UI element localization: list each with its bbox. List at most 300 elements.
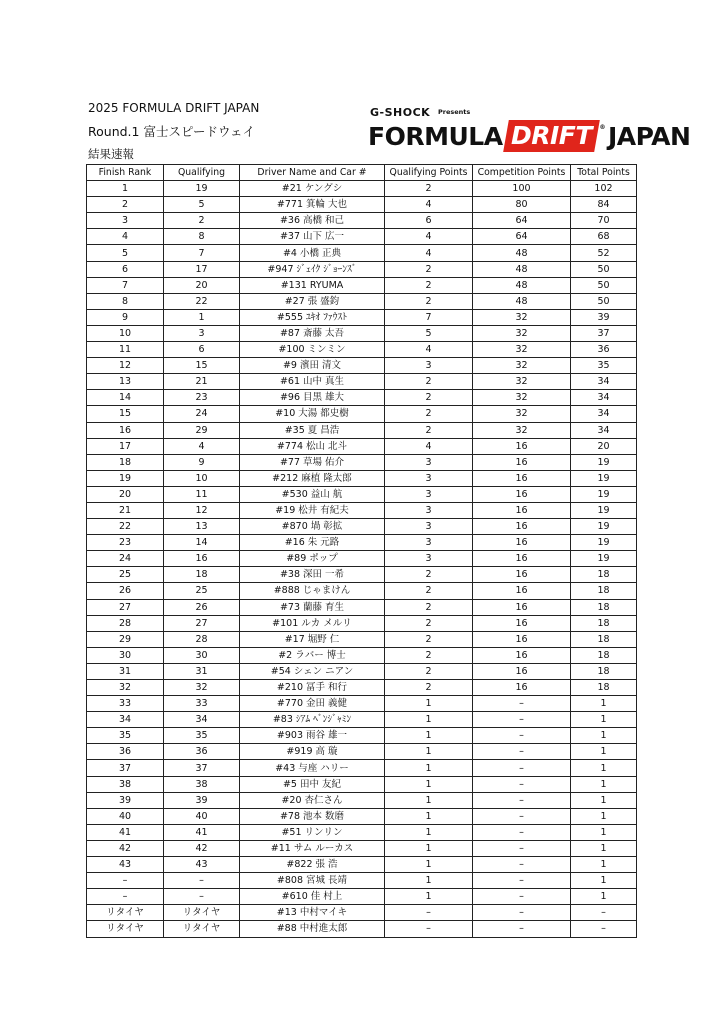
cell-total-points: 70	[571, 213, 637, 229]
cell-qualifying-points: 1	[385, 857, 473, 873]
cell-finish-rank: 6	[87, 261, 164, 277]
cell-driver: #808 宮城 長靖	[240, 873, 385, 889]
cell-total-points: 18	[571, 615, 637, 631]
event-title: 2025 FORMULA DRIFT JAPAN	[88, 101, 260, 115]
cell-finish-rank: 32	[87, 680, 164, 696]
cell-driver: #610 佳 村上	[240, 889, 385, 905]
cell-competition-points: 32	[473, 374, 571, 390]
cell-competition-points: –	[473, 744, 571, 760]
cell-finish-rank: 19	[87, 470, 164, 486]
cell-competition-points: –	[473, 808, 571, 824]
cell-qualifying: –	[164, 873, 240, 889]
cell-total-points: 18	[571, 631, 637, 647]
cell-finish-rank: リタイヤ	[87, 921, 164, 937]
table-row	[87, 551, 637, 567]
table-row	[87, 696, 637, 712]
table-row	[87, 454, 637, 470]
cell-driver: #51 リンリン	[240, 824, 385, 840]
round-title: Round.1 富士スピードウェイ	[88, 124, 255, 139]
table-header-row	[87, 165, 637, 181]
cell-qualifying: 2	[164, 213, 240, 229]
cell-qualifying: 43	[164, 857, 240, 873]
cell-driver: #919 高 璇	[240, 744, 385, 760]
table-row	[87, 181, 637, 197]
table-row	[87, 325, 637, 341]
table-row	[87, 470, 637, 486]
cell-finish-rank: 37	[87, 760, 164, 776]
results-subtitle: 結果速報	[88, 147, 134, 161]
cell-competition-points: 32	[473, 325, 571, 341]
cell-finish-rank: –	[87, 873, 164, 889]
cell-qualifying: リタイヤ	[164, 905, 240, 921]
table-row	[87, 776, 637, 792]
cell-qualifying: 7	[164, 245, 240, 261]
cell-qualifying: 11	[164, 486, 240, 502]
cell-total-points: 1	[571, 696, 637, 712]
cell-competition-points: –	[473, 760, 571, 776]
cell-driver: #21 ケングシ	[240, 181, 385, 197]
cell-qualifying: 37	[164, 760, 240, 776]
cell-total-points: 1	[571, 792, 637, 808]
cell-competition-points: 100	[473, 181, 571, 197]
cell-total-points: 34	[571, 390, 637, 406]
cell-qualifying: 17	[164, 261, 240, 277]
cell-competition-points: 16	[473, 519, 571, 535]
cell-driver: #16 朱 元路	[240, 535, 385, 551]
cell-finish-rank: 43	[87, 857, 164, 873]
cell-qualifying: 14	[164, 535, 240, 551]
cell-total-points: 36	[571, 342, 637, 358]
cell-driver: #10 大湯 都史樹	[240, 406, 385, 422]
formula-drift-japan-logo	[368, 106, 691, 154]
cell-qualifying: 41	[164, 824, 240, 840]
cell-qualifying: 23	[164, 390, 240, 406]
cell-total-points: 34	[571, 406, 637, 422]
table-row	[87, 873, 637, 889]
cell-driver: #131 RYUMA	[240, 277, 385, 293]
table-row	[87, 277, 637, 293]
cell-driver: #35 夏 昌浩	[240, 422, 385, 438]
cell-driver: #89 ポップ	[240, 551, 385, 567]
cell-driver: #11 サム ルーカス	[240, 840, 385, 856]
cell-qualifying-points: 1	[385, 808, 473, 824]
cell-total-points: 1	[571, 873, 637, 889]
cell-qualifying: 39	[164, 792, 240, 808]
cell-qualifying-points: 2	[385, 615, 473, 631]
cell-finish-rank: –	[87, 889, 164, 905]
cell-competition-points: 16	[473, 502, 571, 518]
cell-competition-points: 64	[473, 213, 571, 229]
cell-qualifying: 4	[164, 438, 240, 454]
table-row	[87, 599, 637, 615]
cell-finish-rank: 3	[87, 213, 164, 229]
cell-total-points: 19	[571, 519, 637, 535]
table-row	[87, 921, 637, 937]
cell-qualifying-points: 2	[385, 663, 473, 679]
cell-qualifying-points: 1	[385, 696, 473, 712]
cell-driver: #61 山中 真生	[240, 374, 385, 390]
cell-finish-rank: 24	[87, 551, 164, 567]
table-row	[87, 663, 637, 679]
cell-qualifying: 38	[164, 776, 240, 792]
cell-total-points: 1	[571, 760, 637, 776]
cell-competition-points: –	[473, 889, 571, 905]
cell-total-points: 102	[571, 181, 637, 197]
table-row	[87, 808, 637, 824]
cell-qualifying: 3	[164, 325, 240, 341]
cell-qualifying-points: 1	[385, 840, 473, 856]
cell-total-points: 1	[571, 840, 637, 856]
cell-competition-points: –	[473, 824, 571, 840]
cell-driver: #870 堝 彰拡	[240, 519, 385, 535]
cell-competition-points: 16	[473, 438, 571, 454]
cell-qualifying-points: 3	[385, 551, 473, 567]
cell-finish-rank: 7	[87, 277, 164, 293]
cell-total-points: 19	[571, 535, 637, 551]
cell-total-points: –	[571, 905, 637, 921]
cell-qualifying-points: 2	[385, 181, 473, 197]
cell-driver: #9 濱田 清文	[240, 358, 385, 374]
cell-qualifying-points: 4	[385, 197, 473, 213]
cell-qualifying: 22	[164, 293, 240, 309]
table-row	[87, 197, 637, 213]
header-competition-points: Competition Points	[473, 165, 571, 181]
cell-qualifying-points: 4	[385, 245, 473, 261]
cell-driver: #78 池本 数磨	[240, 808, 385, 824]
cell-driver: #87 斎藤 太吾	[240, 325, 385, 341]
table-row	[87, 728, 637, 744]
cell-finish-rank: 36	[87, 744, 164, 760]
cell-total-points: 50	[571, 293, 637, 309]
cell-driver: #4 小橋 正典	[240, 245, 385, 261]
cell-total-points: 18	[571, 663, 637, 679]
cell-total-points: 1	[571, 744, 637, 760]
table-row	[87, 213, 637, 229]
cell-qualifying-points: –	[385, 921, 473, 937]
cell-finish-rank: 23	[87, 535, 164, 551]
cell-qualifying-points: 3	[385, 358, 473, 374]
cell-qualifying-points: 2	[385, 406, 473, 422]
cell-driver: #822 張 浩	[240, 857, 385, 873]
cell-competition-points: 16	[473, 663, 571, 679]
cell-total-points: 34	[571, 422, 637, 438]
cell-qualifying: 28	[164, 631, 240, 647]
cell-qualifying-points: 2	[385, 293, 473, 309]
cell-competition-points: –	[473, 857, 571, 873]
cell-qualifying-points: 3	[385, 486, 473, 502]
cell-qualifying-points: 3	[385, 454, 473, 470]
cell-finish-rank: 34	[87, 712, 164, 728]
cell-finish-rank: 10	[87, 325, 164, 341]
logo-word-formula: FORMULA	[368, 121, 503, 151]
header-total-points: Total Points	[571, 165, 637, 181]
table-row	[87, 358, 637, 374]
logo-wordmark	[368, 118, 690, 154]
table-row	[87, 583, 637, 599]
cell-competition-points: 16	[473, 680, 571, 696]
table-row	[87, 486, 637, 502]
cell-qualifying-points: 1	[385, 712, 473, 728]
cell-driver: #2 ラバー 博士	[240, 647, 385, 663]
cell-finish-rank: 13	[87, 374, 164, 390]
cell-qualifying: 40	[164, 808, 240, 824]
cell-competition-points: 16	[473, 567, 571, 583]
cell-qualifying: 32	[164, 680, 240, 696]
cell-competition-points: 16	[473, 647, 571, 663]
cell-qualifying: 21	[164, 374, 240, 390]
cell-qualifying-points: 6	[385, 213, 473, 229]
logo-word-japan: JAPAN	[607, 121, 691, 151]
cell-qualifying: 10	[164, 470, 240, 486]
cell-driver: #19 松井 有紀夫	[240, 502, 385, 518]
cell-total-points: 50	[571, 261, 637, 277]
cell-finish-rank: 20	[87, 486, 164, 502]
table-row	[87, 342, 637, 358]
cell-qualifying-points: 1	[385, 776, 473, 792]
cell-qualifying: 42	[164, 840, 240, 856]
cell-qualifying-points: 2	[385, 567, 473, 583]
table-row	[87, 535, 637, 551]
cell-finish-rank: 29	[87, 631, 164, 647]
cell-qualifying-points: 1	[385, 744, 473, 760]
table-row	[87, 567, 637, 583]
header-qualifying: Qualifying	[164, 165, 240, 181]
cell-total-points: 19	[571, 470, 637, 486]
cell-competition-points: 32	[473, 358, 571, 374]
cell-total-points: 18	[571, 680, 637, 696]
cell-qualifying: 27	[164, 615, 240, 631]
table-row	[87, 502, 637, 518]
cell-driver: #888 じゃまけん	[240, 583, 385, 599]
cell-qualifying-points: 5	[385, 325, 473, 341]
cell-competition-points: –	[473, 921, 571, 937]
cell-finish-rank: 5	[87, 245, 164, 261]
cell-total-points: 1	[571, 889, 637, 905]
cell-qualifying: 12	[164, 502, 240, 518]
cell-qualifying-points: 4	[385, 229, 473, 245]
cell-driver: #83 ｼｱﾑ ﾍﾞﾝｼﾞｬﾐﾝ	[240, 712, 385, 728]
cell-qualifying-points: 1	[385, 824, 473, 840]
cell-qualifying: 31	[164, 663, 240, 679]
table-row	[87, 422, 637, 438]
cell-driver: #101 ルカ メルリ	[240, 615, 385, 631]
cell-qualifying: 35	[164, 728, 240, 744]
cell-qualifying: 15	[164, 358, 240, 374]
cell-competition-points: 32	[473, 342, 571, 358]
cell-competition-points: 16	[473, 583, 571, 599]
cell-competition-points: –	[473, 840, 571, 856]
cell-total-points: –	[571, 921, 637, 937]
cell-finish-rank: 9	[87, 309, 164, 325]
cell-total-points: 1	[571, 712, 637, 728]
table-row	[87, 406, 637, 422]
cell-finish-rank: 31	[87, 663, 164, 679]
registered-mark-icon: ®	[599, 123, 605, 131]
cell-qualifying-points: 2	[385, 583, 473, 599]
cell-total-points: 19	[571, 454, 637, 470]
cell-competition-points: 16	[473, 535, 571, 551]
cell-finish-rank: 8	[87, 293, 164, 309]
cell-finish-rank: 11	[87, 342, 164, 358]
cell-driver: #17 堀野 仁	[240, 631, 385, 647]
cell-driver: #210 冨手 和行	[240, 680, 385, 696]
cell-qualifying-points: 2	[385, 277, 473, 293]
cell-competition-points: 48	[473, 293, 571, 309]
cell-finish-rank: 14	[87, 390, 164, 406]
results-table	[86, 164, 637, 938]
table-row	[87, 374, 637, 390]
cell-total-points: 50	[571, 277, 637, 293]
cell-competition-points: –	[473, 873, 571, 889]
cell-qualifying: リタイヤ	[164, 921, 240, 937]
cell-driver: #73 蘭藤 育生	[240, 599, 385, 615]
cell-finish-rank: 2	[87, 197, 164, 213]
table-row	[87, 647, 637, 663]
cell-driver: #771 箕輪 大也	[240, 197, 385, 213]
cell-driver: #13 中村マイキ	[240, 905, 385, 921]
cell-competition-points: 32	[473, 309, 571, 325]
cell-qualifying-points: 3	[385, 502, 473, 518]
cell-driver: #54 シェン ニアン	[240, 663, 385, 679]
cell-finish-rank: リタイヤ	[87, 905, 164, 921]
cell-total-points: 37	[571, 325, 637, 341]
logo-presents: Presents	[438, 108, 471, 116]
cell-finish-rank: 26	[87, 583, 164, 599]
cell-qualifying: 18	[164, 567, 240, 583]
cell-competition-points: 32	[473, 422, 571, 438]
cell-finish-rank: 21	[87, 502, 164, 518]
table-row	[87, 229, 637, 245]
cell-total-points: 20	[571, 438, 637, 454]
table-row	[87, 261, 637, 277]
cell-qualifying: 36	[164, 744, 240, 760]
cell-total-points: 19	[571, 486, 637, 502]
table-row	[87, 840, 637, 856]
cell-driver: #96 目黒 雄大	[240, 390, 385, 406]
cell-qualifying-points: 1	[385, 728, 473, 744]
table-row	[87, 792, 637, 808]
cell-finish-rank: 15	[87, 406, 164, 422]
cell-qualifying: 30	[164, 647, 240, 663]
cell-driver: #100 ミンミン	[240, 342, 385, 358]
cell-total-points: 1	[571, 857, 637, 873]
cell-total-points: 1	[571, 808, 637, 824]
cell-qualifying-points: 2	[385, 647, 473, 663]
cell-qualifying: 6	[164, 342, 240, 358]
cell-qualifying: 34	[164, 712, 240, 728]
cell-competition-points: –	[473, 792, 571, 808]
cell-finish-rank: 22	[87, 519, 164, 535]
cell-qualifying-points: –	[385, 905, 473, 921]
table-row	[87, 631, 637, 647]
cell-finish-rank: 4	[87, 229, 164, 245]
cell-total-points: 19	[571, 502, 637, 518]
cell-finish-rank: 27	[87, 599, 164, 615]
header-driver: Driver Name and Car #	[240, 165, 385, 181]
cell-qualifying-points: 2	[385, 680, 473, 696]
cell-total-points: 84	[571, 197, 637, 213]
cell-competition-points: 48	[473, 277, 571, 293]
cell-driver: #27 張 盛鈞	[240, 293, 385, 309]
cell-qualifying-points: 3	[385, 535, 473, 551]
cell-qualifying: 8	[164, 229, 240, 245]
cell-competition-points: 16	[473, 454, 571, 470]
logo-word-drift: DRIFT	[510, 121, 592, 150]
cell-competition-points: 80	[473, 197, 571, 213]
cell-total-points: 52	[571, 245, 637, 261]
cell-qualifying-points: 3	[385, 470, 473, 486]
cell-competition-points: –	[473, 728, 571, 744]
cell-total-points: 35	[571, 358, 637, 374]
cell-driver: #5 田中 友紀	[240, 776, 385, 792]
cell-qualifying: 29	[164, 422, 240, 438]
cell-driver: #903 雨谷 雄一	[240, 728, 385, 744]
table-row	[87, 680, 637, 696]
table-row	[87, 519, 637, 535]
cell-finish-rank: 42	[87, 840, 164, 856]
cell-qualifying-points: 2	[385, 422, 473, 438]
cell-qualifying-points: 2	[385, 599, 473, 615]
table-row	[87, 712, 637, 728]
cell-qualifying-points: 4	[385, 342, 473, 358]
cell-competition-points: –	[473, 712, 571, 728]
table-row	[87, 293, 637, 309]
cell-competition-points: –	[473, 905, 571, 921]
cell-competition-points: 32	[473, 406, 571, 422]
cell-qualifying: 25	[164, 583, 240, 599]
cell-total-points: 1	[571, 824, 637, 840]
table-row	[87, 615, 637, 631]
cell-total-points: 39	[571, 309, 637, 325]
cell-competition-points: 16	[473, 615, 571, 631]
cell-finish-rank: 25	[87, 567, 164, 583]
cell-qualifying-points: 2	[385, 261, 473, 277]
cell-qualifying-points: 2	[385, 390, 473, 406]
cell-finish-rank: 30	[87, 647, 164, 663]
cell-qualifying: 24	[164, 406, 240, 422]
table-row	[87, 760, 637, 776]
cell-finish-rank: 12	[87, 358, 164, 374]
cell-driver: #530 益山 航	[240, 486, 385, 502]
cell-qualifying: 9	[164, 454, 240, 470]
logo-sponsor: G-SHOCK	[370, 106, 431, 119]
cell-finish-rank: 41	[87, 824, 164, 840]
cell-driver: #37 山下 広一	[240, 229, 385, 245]
cell-qualifying-points: 2	[385, 631, 473, 647]
cell-qualifying-points: 1	[385, 889, 473, 905]
cell-finish-rank: 35	[87, 728, 164, 744]
table-row	[87, 309, 637, 325]
cell-qualifying-points: 3	[385, 519, 473, 535]
cell-total-points: 18	[571, 647, 637, 663]
cell-competition-points: –	[473, 776, 571, 792]
cell-qualifying: 13	[164, 519, 240, 535]
cell-qualifying: 26	[164, 599, 240, 615]
table-row	[87, 390, 637, 406]
cell-qualifying: 19	[164, 181, 240, 197]
cell-total-points: 19	[571, 551, 637, 567]
cell-driver: #774 松山 北斗	[240, 438, 385, 454]
cell-finish-rank: 39	[87, 792, 164, 808]
cell-driver: #212 麻植 隆太郎	[240, 470, 385, 486]
cell-driver: #555 ﾕｷｵ ﾌｧｳｽﾄ	[240, 309, 385, 325]
cell-competition-points: 16	[473, 470, 571, 486]
table-row	[87, 889, 637, 905]
cell-finish-rank: 16	[87, 422, 164, 438]
cell-driver: #88 中村進太郎	[240, 921, 385, 937]
cell-competition-points: 16	[473, 551, 571, 567]
cell-qualifying-points: 2	[385, 374, 473, 390]
